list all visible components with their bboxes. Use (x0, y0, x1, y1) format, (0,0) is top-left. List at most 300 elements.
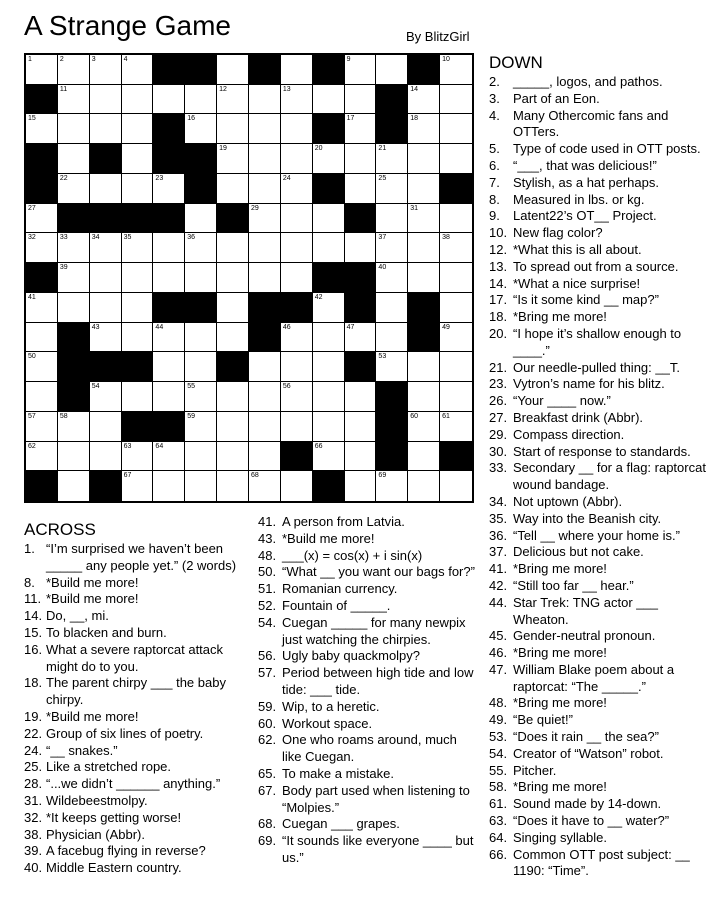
clue-item (24, 743, 252, 760)
grid-cell[interactable] (90, 114, 122, 144)
clue-number: 1 (28, 56, 32, 63)
grid-cell[interactable] (217, 144, 249, 174)
grid-cell[interactable] (58, 55, 90, 85)
grid-cell[interactable] (249, 412, 281, 442)
grid-cell[interactable] (90, 442, 122, 472)
clue-number-label: 55. (489, 762, 508, 778)
grid-cell[interactable] (185, 204, 217, 234)
grid-cell[interactable] (217, 442, 249, 472)
grid-cell[interactable] (153, 323, 185, 353)
grid-cell[interactable] (217, 233, 249, 263)
grid-cell[interactable] (345, 412, 377, 442)
grid-cell[interactable] (313, 293, 345, 323)
grid-cell[interactable] (313, 144, 345, 174)
grid-cell[interactable] (122, 55, 154, 85)
grid-cell[interactable] (249, 204, 281, 234)
clue-item (489, 158, 711, 175)
clue-text: Measured in lbs. or kg. (513, 191, 645, 207)
clue-number: 49 (442, 323, 450, 331)
grid-cell[interactable] (58, 293, 90, 323)
clue-text: “I’m surprised we haven’t been _____ any people yet.” (2 words) (46, 541, 237, 573)
grid-cell[interactable] (408, 85, 440, 115)
clue-text: Not uptown (Abbr). (513, 493, 623, 509)
grid-cell[interactable] (217, 55, 249, 85)
clue-text: “Your ____ now.” (513, 393, 611, 409)
clue-item (489, 309, 711, 326)
clue-number: 41 (28, 293, 36, 301)
clue-item (489, 763, 711, 780)
clue-number-label: 32. (24, 809, 43, 825)
grid-block (58, 382, 90, 412)
grid-cell[interactable] (26, 55, 58, 85)
grid-cell[interactable] (58, 412, 90, 442)
clue-item (489, 175, 711, 192)
grid-cell[interactable] (249, 471, 281, 501)
grid-block (26, 174, 58, 204)
grid-cell[interactable] (153, 174, 185, 204)
grid-cell[interactable] (440, 352, 472, 382)
clue-number-label: 10. (489, 225, 508, 241)
clue-text: To blacken and burn. (46, 624, 167, 640)
grid-cell[interactable] (249, 442, 281, 472)
grid-cell[interactable] (281, 174, 313, 204)
grid-block (408, 55, 440, 85)
grid-cell[interactable] (376, 352, 408, 382)
clue-number: 18 (410, 115, 419, 123)
clue-number-label: 34. (489, 493, 508, 509)
grid-cell[interactable] (217, 263, 249, 293)
clue-number: 32 (28, 234, 36, 242)
grid-cell[interactable] (90, 85, 122, 115)
clue-item (489, 494, 711, 511)
grid-cell[interactable] (281, 412, 313, 442)
grid-cell[interactable] (281, 471, 313, 501)
grid-cell[interactable] (376, 471, 408, 501)
grid-cell[interactable] (376, 263, 408, 293)
grid-cell[interactable] (58, 263, 90, 293)
grid-cell[interactable] (122, 233, 154, 263)
clue-number: 67 (123, 472, 132, 480)
clue-text: “It sounds like everyone ____ but us.” (282, 833, 474, 865)
clue-text: “...we didn’t ______ anything.” (46, 776, 221, 792)
clue-item (489, 376, 711, 393)
grid-cell[interactable] (153, 352, 185, 382)
grid-cell[interactable] (185, 233, 217, 263)
clue-item (489, 259, 711, 276)
grid-cell[interactable] (185, 263, 217, 293)
clue-item (258, 581, 478, 598)
grid-cell[interactable] (58, 442, 90, 472)
grid-cell[interactable] (345, 323, 377, 353)
clue-text: “Is it some kind __ map?” (513, 292, 659, 308)
grid-cell[interactable] (408, 144, 440, 174)
grid-cell[interactable] (313, 442, 345, 472)
clue-number: 39 (59, 264, 68, 272)
grid-cell[interactable] (281, 114, 313, 144)
clue-number-label: 5. (489, 141, 500, 157)
grid-cell[interactable] (440, 382, 472, 412)
clue-number-label: 36. (489, 527, 508, 543)
grid-cell[interactable] (217, 323, 249, 353)
grid-cell[interactable] (440, 293, 472, 323)
grid-cell[interactable] (249, 233, 281, 263)
clue-number-label: 9. (489, 208, 500, 224)
clue-text: Delicious but not cake. (513, 544, 644, 560)
grid-cell[interactable] (313, 412, 345, 442)
clue-number-label: 59. (258, 698, 277, 714)
clue-number-label: 54. (258, 614, 277, 630)
grid-cell[interactable] (408, 263, 440, 293)
clue-number: 4 (123, 56, 128, 63)
clue-text: Cuegan _____ for many newpix just watching the chirpies. (282, 614, 466, 647)
clue-item (258, 648, 478, 665)
grid-cell[interactable] (217, 382, 249, 412)
grid-cell[interactable] (217, 174, 249, 204)
grid-cell[interactable] (376, 55, 408, 85)
clue-item (489, 528, 711, 545)
grid-cell[interactable] (153, 263, 185, 293)
grid-cell[interactable] (408, 352, 440, 382)
grid-cell[interactable] (185, 114, 217, 144)
grid-cell[interactable] (345, 233, 377, 263)
clue-number-label: 18. (489, 309, 508, 325)
grid-cell[interactable] (313, 352, 345, 382)
grid-cell[interactable] (408, 382, 440, 412)
clue-text: Group of six lines of poetry. (46, 725, 204, 741)
grid-cell[interactable] (345, 55, 377, 85)
grid-cell[interactable] (249, 382, 281, 412)
clue-number-label: 2. (489, 74, 500, 89)
grid-cell[interactable] (440, 471, 472, 501)
grid-cell[interactable] (345, 85, 377, 115)
grid-cell[interactable] (58, 174, 90, 204)
clue-item (489, 746, 711, 763)
grid-cell[interactable] (26, 204, 58, 234)
grid-cell[interactable] (58, 144, 90, 174)
clue-number-label: 27. (489, 409, 508, 425)
grid-block (313, 114, 345, 144)
grid-cell[interactable] (90, 55, 122, 85)
clue-text: A person from Latvia. (282, 514, 405, 529)
grid-cell[interactable] (217, 471, 249, 501)
grid-cell[interactable] (26, 352, 58, 382)
clue-number-label: 18. (24, 675, 43, 691)
grid-cell[interactable] (249, 174, 281, 204)
clue-item (24, 591, 252, 608)
grid-cell[interactable] (313, 382, 345, 412)
grid-cell[interactable] (281, 352, 313, 382)
grid-cell[interactable] (313, 85, 345, 115)
clue-number: 46 (282, 323, 291, 331)
grid-cell[interactable] (440, 263, 472, 293)
clue-text: “__ snakes.” (46, 742, 118, 758)
grid-block (249, 293, 281, 323)
clue-number-label: 40. (24, 860, 43, 876)
grid-block (313, 263, 345, 293)
grid-cell[interactable] (26, 442, 58, 472)
grid-cell[interactable] (185, 471, 217, 501)
grid-cell[interactable] (90, 263, 122, 293)
clue-item (24, 726, 252, 743)
grid-cell[interactable] (345, 442, 377, 472)
grid-cell[interactable] (122, 144, 154, 174)
grid-cell[interactable] (185, 382, 217, 412)
grid-cell[interactable] (440, 204, 472, 234)
grid-cell[interactable] (313, 204, 345, 234)
grid-cell[interactable] (122, 293, 154, 323)
grid-block (376, 382, 408, 412)
grid-cell[interactable] (122, 85, 154, 115)
grid-cell[interactable] (408, 174, 440, 204)
clue-number: 35 (123, 234, 132, 242)
grid-block (249, 55, 281, 85)
grid-cell[interactable] (217, 293, 249, 323)
grid-cell[interactable] (90, 382, 122, 412)
grid-cell[interactable] (90, 174, 122, 204)
grid-cell[interactable] (313, 323, 345, 353)
clue-text: Breakfast drink (Abbr). (513, 409, 644, 425)
clue-text: *Bring me more! (513, 309, 607, 325)
clue-text: “What __ you want our bags for?” (282, 564, 475, 580)
grid-cell[interactable] (408, 233, 440, 263)
clue-number-label: 7. (489, 174, 500, 190)
grid-cell[interactable] (185, 85, 217, 115)
grid-block (58, 352, 90, 382)
clue-item (489, 511, 711, 528)
grid-cell[interactable] (249, 352, 281, 382)
grid-cell[interactable] (345, 114, 377, 144)
clue-item (489, 276, 711, 293)
clue-number-label: 51. (258, 581, 277, 597)
grid-cell[interactable] (249, 144, 281, 174)
down-clue-list (489, 74, 711, 880)
grid-cell[interactable] (90, 233, 122, 263)
clue-number-label: 14. (24, 608, 43, 624)
grid-cell[interactable] (185, 412, 217, 442)
clue-item (258, 514, 478, 531)
grid-cell[interactable] (153, 382, 185, 412)
grid-cell[interactable] (281, 144, 313, 174)
clue-number-label: 39. (24, 843, 43, 859)
grid-cell[interactable] (249, 114, 281, 144)
clue-number: 19 (219, 145, 227, 153)
grid-block (440, 174, 472, 204)
grid-cell[interactable] (345, 174, 377, 204)
clue-item (258, 783, 478, 817)
grid-cell[interactable] (153, 85, 185, 115)
grid-cell[interactable] (58, 471, 90, 501)
grid-cell[interactable] (122, 442, 154, 472)
grid-cell[interactable] (122, 114, 154, 144)
grid-cell[interactable] (249, 85, 281, 115)
clue-number-label: 17. (489, 292, 508, 308)
grid-cell[interactable] (408, 412, 440, 442)
clue-number-label: 43. (258, 530, 277, 546)
clue-item (489, 393, 711, 410)
grid-cell[interactable] (281, 85, 313, 115)
clue-text: To make a mistake. (282, 765, 394, 781)
grid-cell[interactable] (376, 293, 408, 323)
clue-text: “Does it have to __ water?” (513, 813, 670, 829)
grid-block (58, 323, 90, 353)
clue-item (24, 827, 252, 844)
clue-item (24, 608, 252, 625)
grid-cell[interactable] (313, 233, 345, 263)
clue-text: *Build me more! (282, 530, 375, 546)
grid-cell[interactable] (26, 293, 58, 323)
clue-number-label: 64. (489, 829, 508, 845)
clue-number-label: 16. (24, 641, 43, 657)
grid-cell[interactable] (281, 233, 313, 263)
grid-cell[interactable] (376, 144, 408, 174)
grid-cell[interactable] (217, 85, 249, 115)
clue-number: 15 (28, 115, 36, 123)
clue-text: Middle Eastern country. (46, 860, 182, 876)
grid-cell[interactable] (26, 382, 58, 412)
grid-cell[interactable] (376, 204, 408, 234)
clue-number: 11 (59, 85, 68, 93)
grid-cell[interactable] (153, 233, 185, 263)
grid-cell[interactable] (345, 382, 377, 412)
grid-cell[interactable] (376, 174, 408, 204)
clue-number: 34 (91, 234, 100, 242)
grid-cell[interactable] (90, 293, 122, 323)
clue-text: Workout space. (282, 715, 373, 731)
grid-block (122, 204, 154, 234)
grid-cell[interactable] (249, 263, 281, 293)
grid-cell[interactable] (281, 382, 313, 412)
grid-cell[interactable] (153, 442, 185, 472)
grid-cell[interactable] (281, 55, 313, 85)
clue-text: Compass direction. (513, 426, 625, 442)
clue-item (489, 225, 711, 242)
clue-text: “Still too far __ hear.” (513, 577, 634, 593)
clue-number: 20 (314, 145, 323, 153)
clue-text: Wip, to a heretic. (282, 698, 380, 714)
grid-cell[interactable] (281, 323, 313, 353)
grid-cell[interactable] (345, 471, 377, 501)
grid-cell[interactable] (90, 412, 122, 442)
grid-cell[interactable] (122, 323, 154, 353)
clue-item (258, 816, 478, 833)
clue-item (258, 833, 478, 867)
clue-text: *Bring me more! (513, 645, 607, 661)
clue-text: *What a nice surprise! (513, 275, 641, 291)
grid-cell[interactable] (26, 233, 58, 263)
grid-cell[interactable] (408, 114, 440, 144)
grid-cell[interactable] (217, 114, 249, 144)
clue-text: Body part used when listening to “Molpies.” (282, 782, 470, 815)
grid-cell[interactable] (58, 85, 90, 115)
clue-number-label: 41. (489, 561, 508, 577)
grid-cell[interactable] (281, 263, 313, 293)
grid-block (376, 85, 408, 115)
clue-text: One who roams around, much like Cuegan. (282, 732, 457, 765)
grid-cell[interactable] (440, 85, 472, 115)
grid-cell[interactable] (440, 114, 472, 144)
clue-text: Secondary __ for a flag: raptorcat wound bandage. (513, 460, 706, 493)
clue-number-label: 46. (489, 645, 508, 661)
grid-cell[interactable] (26, 412, 58, 442)
clue-item (489, 326, 711, 360)
grid-cell[interactable] (26, 114, 58, 144)
grid-cell[interactable] (185, 323, 217, 353)
grid-cell[interactable] (281, 204, 313, 234)
clue-item (489, 427, 711, 444)
grid-cell[interactable] (376, 233, 408, 263)
clue-number-label: 42. (489, 577, 508, 593)
clue-number-label: 61. (489, 796, 508, 812)
grid-cell[interactable] (408, 442, 440, 472)
grid-cell[interactable] (122, 263, 154, 293)
clue-item (489, 192, 711, 209)
clue-text: “Be quiet!” (513, 712, 573, 728)
grid-cell[interactable] (440, 323, 472, 353)
grid-cell[interactable] (408, 471, 440, 501)
grid-cell[interactable] (440, 144, 472, 174)
clue-item (258, 531, 478, 548)
clue-text: Pitcher. (513, 762, 557, 778)
clue-text: Type of code used in OTT posts. (513, 141, 701, 157)
clue-number: 12 (219, 85, 227, 93)
grid-cell[interactable] (217, 412, 249, 442)
grid-cell[interactable] (376, 323, 408, 353)
grid-cell[interactable] (26, 323, 58, 353)
clue-text: “___, that was delicious!” (513, 157, 657, 173)
grid-cell[interactable] (440, 55, 472, 85)
clue-text: Common OTT post subject: __ 1190: “Time”. (513, 846, 690, 879)
clue-item (489, 796, 711, 813)
clue-text: Fountain of _____. (282, 597, 391, 613)
grid-cell[interactable] (408, 204, 440, 234)
grid-cell[interactable] (440, 233, 472, 263)
clue-item (489, 695, 711, 712)
clue-number: 40 (378, 264, 387, 272)
clue-number: 22 (59, 174, 68, 182)
clue-item (489, 292, 711, 309)
clue-item (489, 561, 711, 578)
grid-cells (26, 55, 472, 501)
grid-block (122, 412, 154, 442)
grid-block (185, 144, 217, 174)
grid-cell[interactable] (122, 174, 154, 204)
clue-item (489, 595, 711, 629)
grid-cell[interactable] (90, 323, 122, 353)
grid-cell[interactable] (185, 442, 217, 472)
grid-block (122, 352, 154, 382)
grid-cell[interactable] (185, 352, 217, 382)
grid-cell[interactable] (122, 471, 154, 501)
grid-cell[interactable] (153, 471, 185, 501)
grid-cell[interactable] (122, 382, 154, 412)
clue-item (489, 729, 711, 746)
clue-number-label: 31. (24, 792, 43, 808)
grid-block (281, 442, 313, 472)
grid-cell[interactable] (58, 233, 90, 263)
clue-text: Stylish, as a hat perhaps. (513, 174, 659, 190)
grid-cell[interactable] (440, 412, 472, 442)
clue-item (24, 759, 252, 776)
clue-item (258, 716, 478, 733)
clue-number-label: 60. (258, 715, 277, 731)
grid-cell[interactable] (345, 144, 377, 174)
grid-cell[interactable] (58, 114, 90, 144)
clue-number-label: 12. (489, 241, 508, 257)
grid-block (313, 471, 345, 501)
clue-number-label: 20. (489, 325, 508, 341)
clue-number: 57 (28, 412, 36, 420)
clue-number-label: 23. (489, 376, 508, 392)
